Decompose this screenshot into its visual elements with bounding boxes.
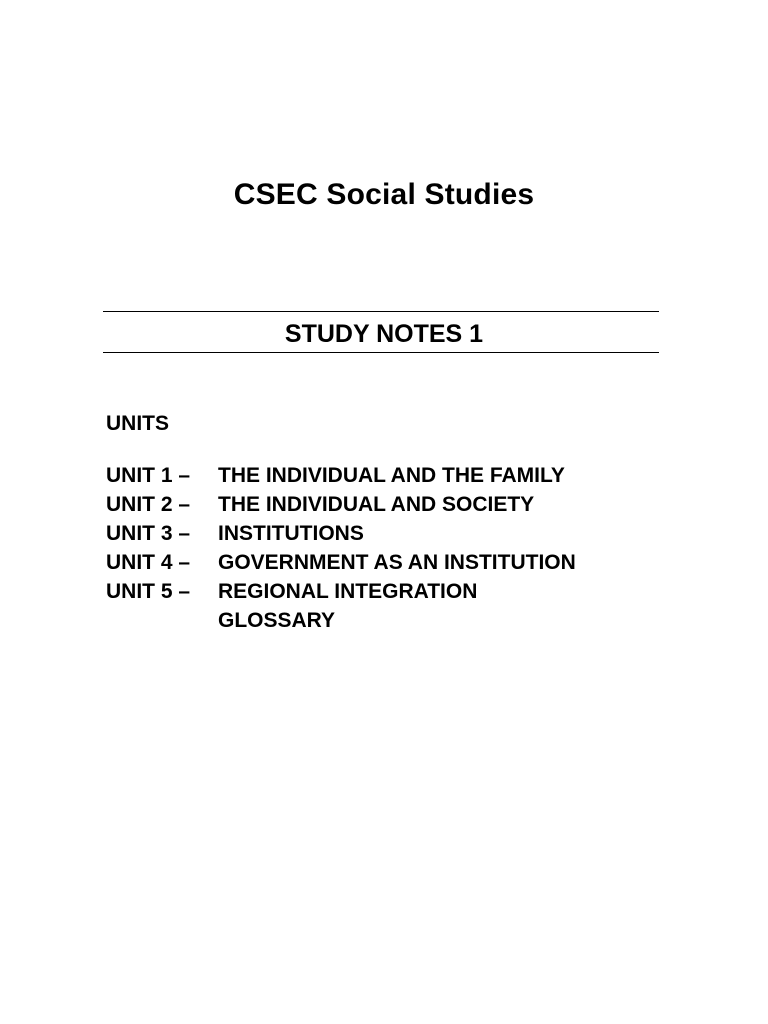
unit-row-2 xyxy=(106,493,576,522)
unit-row-4 xyxy=(106,551,576,580)
document-title: CSEC Social Studies xyxy=(233,178,535,211)
unit-label: UNIT 1 – xyxy=(106,464,191,487)
unit-title: REGIONAL INTEGRATION xyxy=(218,580,478,603)
unit-title: THE INDIVIDUAL AND THE FAMILY xyxy=(218,464,565,487)
unit-title: GOVERNMENT AS AN INSTITUTION xyxy=(218,551,576,574)
glossary-row xyxy=(106,609,576,638)
unit-list xyxy=(106,464,576,638)
unit-label: UNIT 2 – xyxy=(106,493,191,516)
unit-label: UNIT 3 – xyxy=(106,522,191,545)
unit-row-5 xyxy=(106,580,576,609)
glossary-title: GLOSSARY xyxy=(218,609,336,632)
subtitle-bottom-rule xyxy=(103,352,659,353)
unit-label: UNIT 4 – xyxy=(106,551,191,574)
unit-row-3 xyxy=(106,522,576,551)
unit-label: UNIT 5 – xyxy=(106,580,191,603)
unit-title: THE INDIVIDUAL AND SOCIETY xyxy=(218,493,535,516)
document-subtitle: STUDY NOTES 1 xyxy=(284,320,484,348)
unit-row-1 xyxy=(106,464,576,493)
units-heading: UNITS xyxy=(106,412,169,435)
subtitle-top-rule xyxy=(103,311,659,312)
unit-title: INSTITUTIONS xyxy=(218,522,364,545)
